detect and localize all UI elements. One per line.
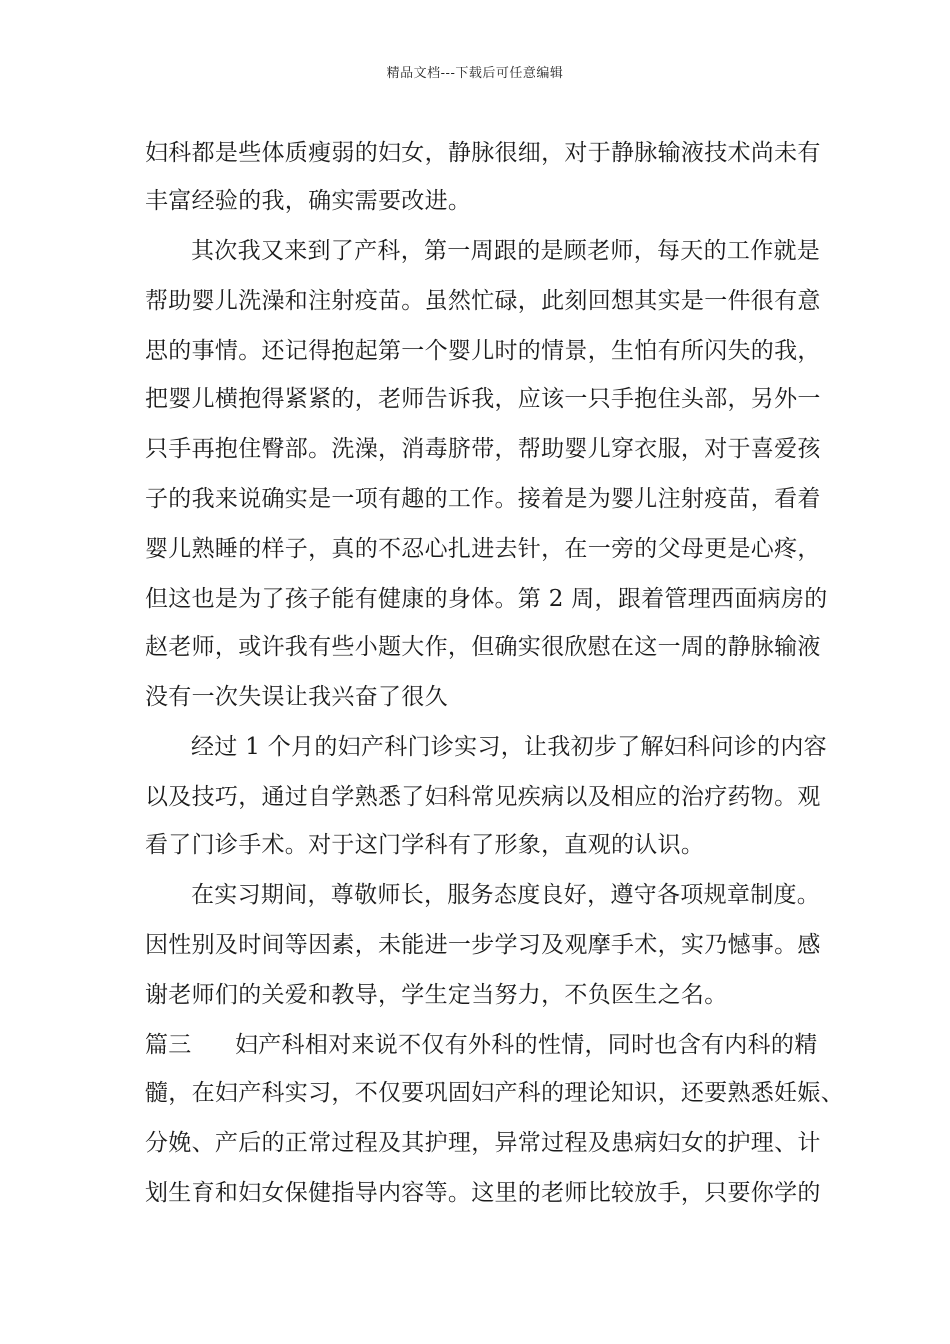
text-line: 划生育和妇女保健指导内容等。这里的老师比较放手，只要你学的 [145, 1180, 821, 1206]
text-line: 在实习期间，尊敬师长，服务态度良好，遵守各项规章制度。 [191, 882, 821, 908]
text-line: 帮助婴儿洗澡和注射疫苗。虽然忙碌，此刻回想其实是一件很有意 [145, 288, 821, 314]
text-line: 子的我来说确实是一项有趣的工作。接着是为婴儿注射疫苗，看着 [145, 486, 821, 512]
text-line: 丰富经验的我，确实需要改进。 [145, 188, 472, 214]
text-line: 经过 1 个月的妇产科门诊实习，让我初步了解妇科问诊的内容 [191, 734, 827, 760]
section-text: 妇产科相对来说不仅有外科的性情，同时也含有内科的精 [235, 1032, 818, 1058]
text-line: 以及技巧，通过自学熟悉了妇科常见疾病以及相应的治疗药物。观 [145, 784, 821, 810]
text-line: 分娩、产后的正常过程及其护理，异常过程及患病妇女的护理、计 [145, 1130, 821, 1156]
text-line: 赵老师，或许我有些小题大作，但确实很欣慰在这一周的静脉输液 [145, 634, 821, 660]
text-line: 思的事情。还记得抱起第一个婴儿时的情景，生怕有所闪失的我， [145, 338, 821, 364]
text-line: 把婴儿横抱得紧紧的，老师告诉我，应该一只手抱住头部，另外一 [145, 386, 821, 412]
section-label: 篇三 [145, 1032, 192, 1058]
text-line: 婴儿熟睡的样子，真的不忍心扎进去针，在一旁的父母更是心疼， [145, 536, 821, 562]
page-header: 精品文档---下载后可任意编辑 [386, 66, 564, 81]
section-first-line [145, 1030, 818, 1060]
text-line: 看了门诊手术。对于这门学科有了形象，直观的认识。 [145, 832, 705, 858]
text-line: 其次我又来到了产科，第一周跟的是顾老师，每天的工作就是 [191, 238, 821, 264]
text-line: 谢老师们的关爱和教导，学生定当努力，不负医生之名。 [145, 982, 728, 1008]
text-line: 髓，在妇产科实习，不仅要巩固妇产科的理论知识，还要熟悉妊娠、 [145, 1080, 844, 1106]
text-line: 但这也是为了孩子能有健康的身体。第 2 周，跟着管理西面病房的 [145, 586, 828, 612]
text-line: 因性别及时间等因素，未能进一步学习及观摩手术，实乃憾事。感 [145, 932, 821, 958]
text-line: 没有一次失误让我兴奋了很久 [145, 684, 448, 710]
text-line: 只手再抱住臀部。洗澡，消毒脐带，帮助婴儿穿衣服，对于喜爱孩 [145, 436, 821, 462]
text-line: 妇科都是些体质瘦弱的妇女，静脉很细，对于静脉输液技术尚未有 [145, 140, 821, 166]
